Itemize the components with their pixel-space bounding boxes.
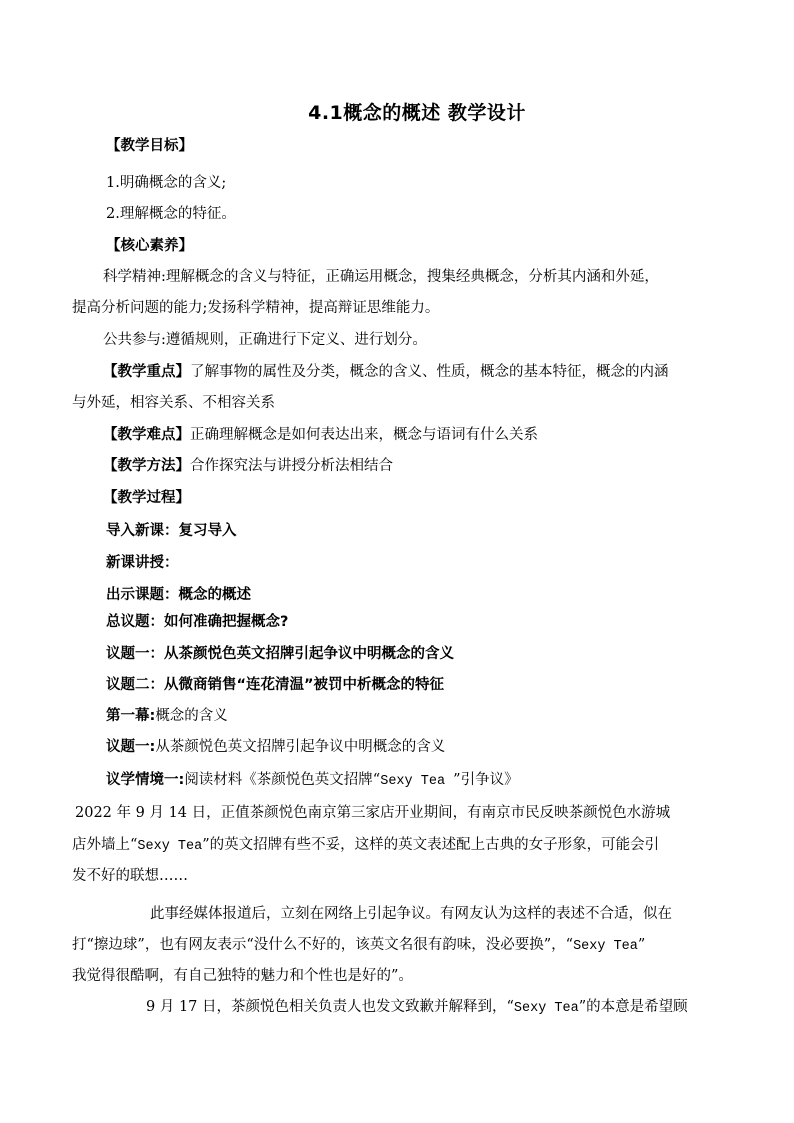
paragraph-3-line-1 <box>146 997 726 1019</box>
question-1-repeat-label: 议题一: <box>106 739 156 755</box>
act-1-label: 第一幕: <box>106 708 156 724</box>
science-spirit-line-2: 提高分析问题的能力;发扬科学精神，提高辩证思维能力。 <box>72 300 440 316</box>
main-question-line: 总议题：如何准确把握概念? <box>106 614 289 630</box>
paragraph-3-latin: Sexy Tea <box>513 1001 579 1016</box>
key-points-text: 了解事物的属性及分类，概念的含义、性质，概念的基本特征，概念的内涵 <box>190 364 669 380</box>
key-points-line-1 <box>103 362 755 382</box>
scenario-text-end: ”引争议》 <box>453 772 519 788</box>
act-1-text: 概念的含义 <box>155 708 228 724</box>
paragraph-2-line-2-end: ” <box>637 937 646 953</box>
act-1-line <box>106 706 758 726</box>
public-participation: 公共参与:遵循规则，正确进行下定义、进行划分。 <box>103 332 427 348</box>
process-heading: 【教学过程】 <box>103 490 190 506</box>
scenario-text-start: 阅读材料《茶颜悦色英文招牌“ <box>184 772 381 788</box>
goal-item-2: 2.理解概念的特征。 <box>106 206 236 222</box>
question-1-repeat-text: 从茶颜悦色英文招牌引起争议中明概念的含义 <box>155 739 446 755</box>
paragraph-1-line-2-start: 店外墙上“ <box>72 837 138 853</box>
paragraph-1-line-1: 2022 年 9 月 14 日，正值茶颜悦色南京第三家店开业期间，有南京市民反映茶颜悦色水游城 <box>75 805 671 821</box>
goal-heading: 【教学目标】 <box>106 138 193 154</box>
intro-line: 导入新课：复习导入 <box>106 523 237 539</box>
document-title: 4.1概念的概述 教学设计 <box>308 102 526 124</box>
paragraph-1-line-2-end: ”的英文招牌有些不妥，这样的英文表述配上古典的女子形象，可能会引 <box>202 837 660 853</box>
paragraph-2-latin: Sexy Tea <box>573 939 638 954</box>
scenario-line <box>106 770 758 792</box>
question-1-repeat-line <box>106 737 758 757</box>
scenario-latin: Sexy Tea <box>380 774 454 789</box>
topic-line: 出示课题：概念的概述 <box>106 587 251 603</box>
paragraph-3-line-1-start: 9 月 17 日，茶颜悦色相关负责人也发文致歉并解释到，“ <box>146 999 514 1015</box>
paragraph-1-line-3: 发不好的联想…… <box>72 868 188 884</box>
science-spirit-line-1: 科学精神:理解概念的含义与特征，正确运用概念，搜集经典概念，分析其内涵和外延， <box>103 269 659 285</box>
paragraph-2-line-2 <box>72 935 724 957</box>
paragraph-2-line-1: 此事经媒体报道后，立刻在网络上引起争议。有网友认为这样的表述不合适，似在 <box>150 906 672 922</box>
difficulty-line <box>103 425 755 445</box>
key-points-line-2: 与外延，相容关系、不相容关系 <box>72 395 275 411</box>
question-2-line: 议题二：从微商销售“连花清温”被罚中析概念的特征 <box>106 677 445 693</box>
paragraph-1-latin: Sexy Tea <box>137 839 203 854</box>
difficulty-label: 【教学难点】 <box>103 427 190 443</box>
goal-item-1: 1.明确概念的含义; <box>106 175 227 191</box>
paragraph-2-line-2-start: 打“擦边球”，也有网友表示“没什么不好的，该英文名很有韵味，没必要换”，“ <box>72 937 574 953</box>
scenario-label: 议学情境一: <box>106 772 185 788</box>
paragraph-1-line-2 <box>72 835 724 857</box>
paragraph-3-line-1-end: ”的本意是希望顾 <box>578 999 688 1015</box>
paragraph-2-line-3: 我觉得很酷啊，有自己独特的魅力和个性也是好的”。 <box>72 968 413 984</box>
method-label: 【教学方法】 <box>103 458 190 474</box>
question-1-line: 议题一：从茶颜悦色英文招牌引起争议中明概念的含义 <box>106 646 454 662</box>
new-lesson-line: 新课讲授： <box>106 555 179 571</box>
key-points-label: 【教学重点】 <box>103 364 190 380</box>
difficulty-text: 正确理解概念是如何表达出来，概念与语词有什么关系 <box>190 427 538 443</box>
method-text: 合作探究法与讲授分析法相结合 <box>190 458 393 474</box>
literacy-heading: 【核心素养】 <box>106 238 193 254</box>
method-line <box>103 456 755 476</box>
